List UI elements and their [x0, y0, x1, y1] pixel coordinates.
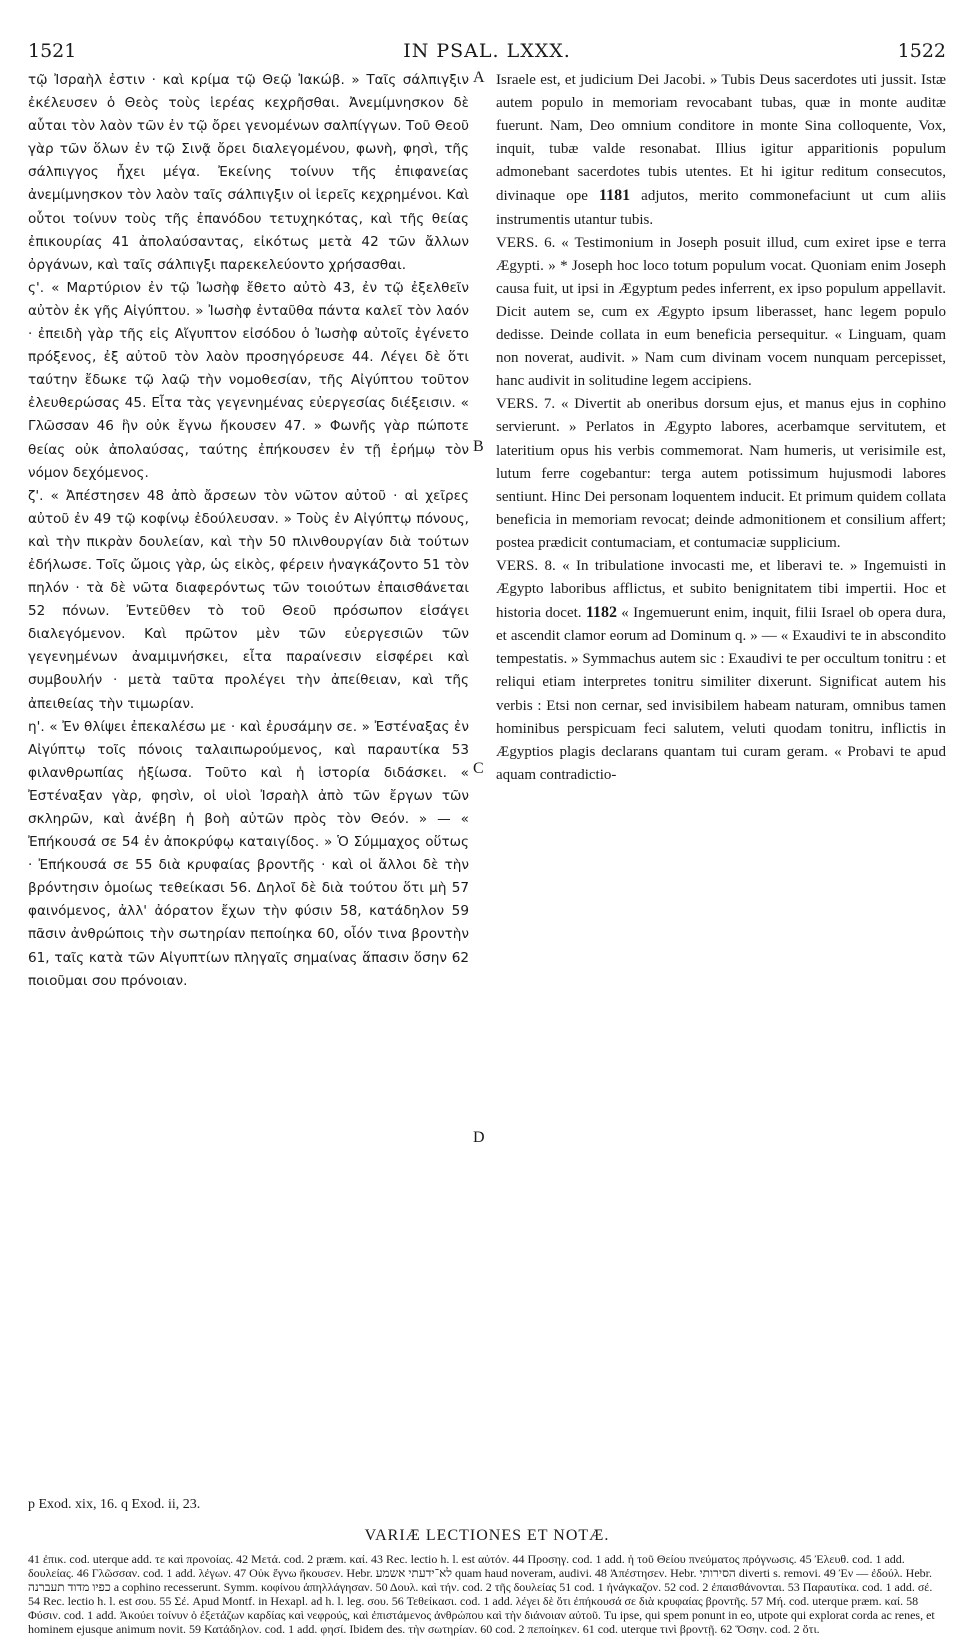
margin-letter: B: [473, 438, 484, 455]
right-page-number: 1522: [897, 40, 946, 62]
greek-paragraph: ζ'. « Ἀπέστησεν 48 ἀπὸ ἄρσεων τὸν νῶτον αὐτοῦ · αἱ χεῖρες αὐτοῦ ἐν 49 τῷ κοφίνῳ ἐδούλευσαν. » Τοὺς ἐν Αἰγύπτῳ πόνους, καὶ τὴν πικρὰν δουλείαν, καὶ τὴν 50 πλινθουργίαν διὰ τούτων ἐδήλωσε. Τοῖς ὤμοις γὰρ, ὡς εἰκὸς, φέρειν ἠναγκάζοντο 51 τὸν πηλόν · τὰ δὲ νῶτα διαφερόντως τῶν τοιούτων ἐπαισθάνεται 52 πόνων. Ἐντεῦθεν τὸ τοῦ Θεοῦ πρόσωπον εἰσάγει διαλεγόμενον. Καὶ πρῶτον μὲν τῶν εὐεργεσιῶν τῶν γεγενημένων ἀναμιμνήσκει, εἶτα παραίνεσιν εἰσφέρει καὶ συμβουλήν · μετὰ ταῦτα προλέγει τὴν ἀπείθειαν, καὶ τῆς ἀπειθείας τὴν τιμωρίαν.: [28, 487, 469, 712]
margin-letter: A: [473, 69, 485, 86]
greek-paragraph: τῷ Ἰσραὴλ ἐστιν · καὶ κρίμα τῷ Θεῷ Ἰακώβ. » Ταῖς σάλπιγξιν ἐκέλευσεν ὁ Θεὸς τοὺς ἱερέας κεχρῆσθαι. Ἀνεμίμνησκον δὲ αὗται τὸν λαὸν τῶν ἐν τῷ ὄρει γενομένων σαλπίγγων. Τοῦ Θεοῦ γὰρ τῶν ὅλων ἐν τῷ Σινᾷ ὄρει διαλεγομένου, φωνὴ, φησὶ, τῆς σάλπιγγος ἦχει μέγα. Ἐκείνης τοίνυν τῆς ἐπιφανείας ἀνεμίμνησκον τὸν λαὸν ταῖς σάλπιγξιν οἱ ἱερεῖς κεχρημένοι. Καὶ οὗτοι τοίνυν τοὺς τῆς ἐπανόδου τετυχηκότας, καὶ τῆς θείας ἐπικουρίας 41 ἀπολαύσαντας, εἰκότως μετὰ 42 τῶν ἄλλων ὀργάνων, καὶ ταῖς σάλπιγξι παρεκελεύοντο χρήσασθαι.: [28, 72, 469, 273]
latin-paragraph: VERS. 6. « Testimonium in Joseph posuit illud, cum exiret ipse e terra Ægypti. » * Joseph hoc loco totum populum vocat. Quoniam enim Joseph causa fuit, ut ipsi in Ægyptum pedes inferrent, ex ipso populum appellavit. Dicit autem se, cum ex Ægypto ipsum liberasset, hanc legem populo dedisse. Deinde collata in eum beneficia persequitur. « Linguam, quam non noverat, audivit. » Nam cum divinam vocem nunquam percepisset, hanc audivit in solitudine legem accipiens.: [496, 234, 946, 390]
margin-letter: D: [473, 1129, 485, 1146]
critical-notes: [28, 1552, 946, 1636]
latin-paragraph: Israele est, et judicium Dei Jacobi. » Tubis Deus sacerdotes uti jussit. Istæ autem populo in memoriam revocabant tubas, quæ in monte auditæ fuerunt. Nam, Deo omnium conditore in monte Sina colloquente, Vox, inquit, tubæ valde resonabat. Illius igitur apparitionis populum admonebant sacerdotes tubis utentes. Et hi igitur reditum consecutos, divinaque ope 1181 adjutos, merito commonefaciunt ut cum aliis instrumentis utantur tubis.: [496, 72, 947, 228]
variae-lectiones-heading: VARIÆ LECTIONES ET NOTÆ.: [364, 1527, 610, 1544]
latin-column: [496, 69, 946, 787]
latin-paragraph: VERS. 8. « In tribulatione invocasti me, et liberavi te. » Ingemuisti in Ægypto laboribus afflictus, et subito benignitatem tibi impertii. Hoc et historia docet. 1182 « Ingemuerunt enim, inquit, filii Israel ob opera dura, et ascendit clamor eorum ad Dominum q. » — « Exaudivi te in abscondito tempestatis. » Symmachus autem sic : Exaudivi te per occultum tonitru : et reliqui etiam interpretes tonitru similiter dixerunt. Significat autem his verbis : Etsi non cernar, sed invisibilem habeam naturam, omnibus tamen hominibus perspicuam feci salutem, veluti quodam tonitru, inflictis in Ægyptios plagis declarans quantam tui curam geram. « Probavi te apud aquam contradictio-: [496, 557, 947, 783]
running-title: IN PSAL. LXXX.: [403, 40, 571, 62]
margin-letter: C: [473, 760, 484, 777]
page-header: [28, 40, 946, 64]
notes-text: 41 ἐπικ. cod. uterque add. τε καὶ προνοίας. 42 Μετά. cod. 2 præm. καί. 43 Rec. lectio h. l. est αὐτόν. 44 Προσηγ. cod. 1 add. ἡ τοῦ Θείου πνεύματος πρόγνωσις. 45 Ἐλευθ. cod. 1 add. δουλείας. 46 Γλῶσσαν. cod. 1 add. λέγων. 47 Οὐκ ἔγνω ἤκουσεν. Hebr. לא־ידעתי אשמע quam haud noveram, audivi. 48 Ἀπέστησεν. Hebr. הסירותי diverti s. removi. 49 Ἐν — ἐδούλ. Hebr. כפיו מדוד תעברנה a cophino recesserunt. Symm. κοφίνου ἀπηλλάγησαν. 50 Δουλ. καὶ τήν. cod. 2 τῆς δουλείας 51 cod. 1 ἠνάγκαζον. 52 cod. 2 ἐπαισθάνονται. 53 Παραυτίκα. cod. 1 add. σέ. 54 Rec. lectio h. l. est σου. 55 Σέ. Apud Montf. in Hexapl. ad h. l. leg. σου. 56 Τεθείκασι. cod. 1 add. λέγει δὲ ὅτι ἐπήκουσά σε διὰ κρυφαίας βροντῆς. 57 Μή. cod. uterque præm. καί. 58 Φύσιν. cod. 1 add. Ἀκούει τοίνυν ὁ ἐξετάζων καρδίας καὶ νεφρούς, καὶ ἐπιστάμενος ἀνθρώπου καὶ τὴν διάνοιαν αὐτοῦ. Tu ipse, qui spem ponunt in eo, utpote qui explorat corda ac renes, et hominem ejusque animum novit. 59 Κατάδηλον. cod. 1 add. φησί. Ibidem des. τὴν σωτηρίαν. 60 cod. 2 πεποίηκεν. 61 cod. uterque τινὶ βροντῇ. 62 Ὅσην. cod. 2 ὅτι.: [28, 1552, 935, 1636]
greek-paragraph: ς'. « Μαρτύριον ἐν τῷ Ἰωσὴφ ἔθετο αὐτὸ 43, ἐν τῷ ἐξελθεῖν αὐτὸν ἐκ γῆς Αἰγύπτου. » Ἰωσὴφ ἐνταῦθα πάντα καλεῖ τὸν λαόν · ἐπειδὴ γὰρ τῆς εἰς Αἴγυπτον εἰσόδου ὁ Ἰωσὴφ αὐτοῖς ἐγένετο πρόξενος, ἐξ αὐτοῦ τὸν λαὸν προσηγόρευσε 44. Λέγει δὲ ὅτι ταύτην ἔδωκε τῷ λαῷ τὴν νομοθεσίαν, τῆς Αἰγύπτου τοῦτον ἐλευθερώσας 45. Εἶτα τὰς γεγενημένας εὐεργεσίας διέξεισιν. « Γλῶσσαν 46 ἣν οὐκ ἔγνω ἤκουσεν 47. » Φωνῆς γὰρ πώποτε θείας οὐκ ἀπολαύσας, ταύτης ἐπήκουσεν ἐν τῇ ἐρήμῳ τὸν νόμον δεχόμενος.: [28, 279, 469, 481]
greek-paragraph: η'. « Ἐν θλίψει ἐπεκαλέσω με · καὶ ἐρυσάμην σε. » Ἐστέναξας ἐν Αἰγύπτῳ τοῖς πόνοις ταλαιπωρούμενος, καὶ παραυτίκα 53 φιλανθρωπίας ἠξίωσα. Τοῦτο καὶ ἡ ἱστορία διδάσκει. « Ἐστέναξαν γὰρ, φησὶν, οἱ υἱοὶ Ἰσραὴλ ἀπὸ τῶν ἔργων τῶν σκληρῶν, καὶ ἀνέβη ἡ βοὴ αὐτῶν πρὸς τὸν Θεόν. » — « Ἐπήκουσά σε 54 ἐν ἀποκρύφῳ καταιγίδος. » Ὁ Σύμμαχος οὕτως · Ἐπήκουσά σε 55 διὰ κρυφαίας βροντῆς · καὶ οἱ ἄλλοι δὲ τὴν βρόντησιν ὁμοίως τεθείκασι 56. Δηλοῖ δὲ διὰ τούτου ὅτι μὴ 57 φαινόμενος, ἀλλ' ἀόρατον ἔχων τὴν φύσιν 58, κατάδηλον 59 πᾶσιν ἀνθρώποις τὴν σωτηρίαν πεποίηκα 60, οἷόν τινα βροντὴν 61, ταῖς κατὰ τῶν Αἰγυπτίων πληγαῖς σημαίνας ἅπασιν ὅσην 62 ποιοῦμαι σου πρόνοιαν.: [28, 718, 469, 989]
migne-page-number: 1182: [585, 604, 617, 622]
latin-paragraph: VERS. 7. « Divertit ab oneribus dorsum ejus, et manus ejus in cophino servierunt. » Perlatos in Ægypto labores, acerbamque servitutem, et lateritium opus his verbis commemorat. Nam humeris, ut verisimile est, lutum ferre cogebantur: terga autem potissimum hujusmodi labores sentiunt. Hinc Dei personam loquentem inducit. Et primum quidem collata beneficia in memoriam revocat; deinde admonitionem et consilium affert; postea prædicit contumaciam, et contumaciæ supplicium.: [496, 396, 946, 551]
greek-column: [28, 69, 469, 993]
left-page-number: 1521: [28, 40, 77, 62]
migne-page-number: 1181: [598, 187, 631, 205]
scripture-references: p Exod. xix, 16. q Exod. ii, 23.: [28, 1497, 201, 1512]
